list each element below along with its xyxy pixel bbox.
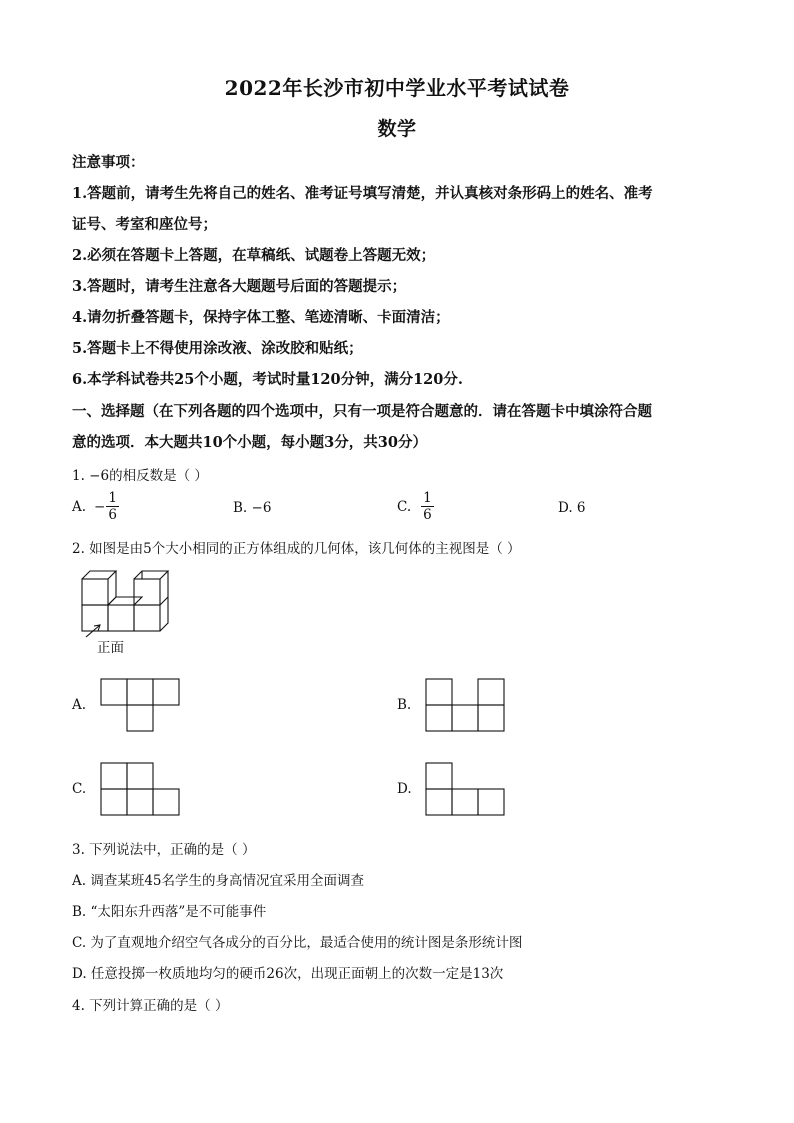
note-item: 3.答题时，请考生注意各大题题号后面的答题提示； [72,278,407,295]
q1-option-b: B. −6 [233,500,272,516]
exam-subject: 数学 [377,118,417,140]
q2-option-b-figure [425,678,507,734]
front-label: 正面 [97,640,124,656]
note-item: 1.答题前，请考生先将自己的姓名、准考证号填写清楚，并认真核对条形码上的姓名、准考 [72,185,653,202]
question-1-stem: 1. −6的相反数是（ ） [72,468,208,484]
q2-option-c: C. [72,781,87,797]
square [452,789,478,815]
cube-stack-figure [76,565,186,640]
cube-face [82,605,108,631]
square [127,763,153,789]
square [478,679,504,705]
square [101,763,127,789]
q2-option-d: D. [397,781,412,797]
square [426,705,452,731]
square [426,789,452,815]
notes-heading: 注意事项： [72,154,145,171]
section-heading-cont: 意的选项．本大题共10个小题，每小题3分，共30分） [72,434,427,451]
denominator: 6 [108,507,117,523]
numerator: 1 [108,490,117,506]
square [153,679,179,705]
question-4-stem: 4. 下列计算正确的是（ ） [72,998,229,1014]
square [153,789,179,815]
section-heading: 一、选择题（在下列各题的四个选项中，只有一项是符合题意的．请在答题卡中填涂符合题 [72,403,652,420]
q3-option-a: A. 调查某班45名学生的身高情况宜采用全面调查 [72,873,365,889]
square [426,679,452,705]
square [127,705,153,731]
q1-option-d: D. 6 [558,500,586,516]
note-item: 4.请勿折叠答题卡，保持字体工整、笔迹清晰、卡面清洁； [72,309,450,326]
note-item: 证号、考室和座位号； [72,216,217,233]
q3-option-d: D. 任意投掷一枚质地均匀的硬币26次，出现正面朝上的次数一定是13次 [72,966,504,982]
fraction [106,490,119,523]
note-item: 6.本学科试卷共25个小题，考试时量120分钟，满分120分. [72,371,463,388]
cube-face [134,605,160,631]
square [101,789,127,815]
cube-top [134,571,168,579]
option-label: A. [72,498,87,515]
cube-face [82,579,108,605]
negative-sign: − [94,498,106,515]
question-3-stem: 3. 下列说法中，正确的是（ ） [72,842,256,858]
q2-option-a-figure [100,678,182,734]
cube-side [108,571,116,605]
exam-title: 2022年长沙市初中学业水平考试试卷 [224,76,570,100]
square [101,679,127,705]
q2-option-a: A. [72,697,87,713]
question-2-stem: 2. 如图是由5个大小相同的正方体组成的几何体，该几何体的主视图是（ ） [72,541,521,557]
q3-option-b: B. “太阳东升西落”是不可能事件 [72,904,267,920]
denominator: 6 [423,507,432,523]
note-item: 2.必须在答题卡上答题，在草稿纸、试题卷上答题无效； [72,247,436,264]
q2-option-c-figure [100,762,182,818]
square [127,679,153,705]
numerator: 1 [423,490,432,506]
cube-edge [160,597,168,605]
q2-option-d-figure [425,762,507,818]
cube-face [108,605,134,631]
square [127,789,153,815]
q1-option-a [72,490,119,523]
cube-top [82,571,116,579]
square [426,763,452,789]
q3-option-c: C. 为了直观地介绍空气各成分的百分比，最适合使用的统计图是条形统计图 [72,935,523,951]
square [478,789,504,815]
q2-option-b: B. [397,697,412,713]
q1-option-c [397,490,434,523]
square [452,705,478,731]
cube-top [108,597,142,605]
option-label: C. [397,498,412,515]
square [478,705,504,731]
note-item: 5.答题卡上不得使用涂改液、涂改胶和贴纸； [72,340,363,357]
fraction [421,490,434,523]
